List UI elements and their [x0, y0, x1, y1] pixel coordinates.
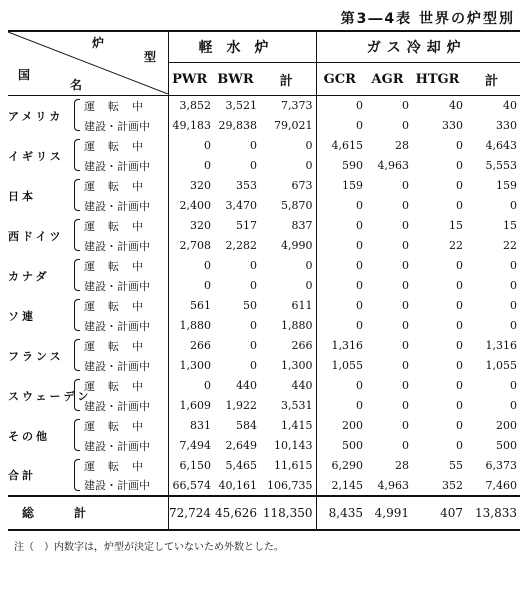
- country-name: [8, 296, 76, 336]
- table-cell: 0: [402, 359, 410, 372]
- status-label: 運転中: [76, 456, 168, 476]
- table-cell: 5,553: [485, 159, 518, 172]
- table-row: [8, 156, 520, 176]
- table-cell: 2,282: [225, 239, 257, 252]
- table-row: [8, 436, 520, 456]
- table-cell: 1,922: [225, 399, 257, 412]
- country-label: 日本: [8, 189, 36, 203]
- table-cell: 0: [456, 179, 464, 192]
- corner-left: 国: [18, 68, 45, 82]
- table-row: [8, 276, 520, 296]
- table-cell: 0: [204, 379, 211, 392]
- table-cell: 0: [250, 139, 257, 152]
- table-cell: 0: [510, 199, 518, 212]
- table-cell: 831: [190, 419, 211, 432]
- table-cell: 66,574: [172, 478, 211, 492]
- table-cell: 4,963: [377, 478, 410, 492]
- country-name: [8, 136, 76, 176]
- table-cell: 7,494: [179, 439, 211, 452]
- country-label: その他: [8, 429, 50, 443]
- reactor-type-table: [8, 30, 520, 531]
- table-cell: 0: [456, 199, 464, 212]
- table-cell: 79,021: [260, 116, 316, 136]
- table-row: [8, 476, 520, 496]
- table-cell: 0: [510, 279, 518, 292]
- table-cell: 673: [260, 176, 316, 196]
- status-label: 建設・計画中: [76, 276, 168, 296]
- total-row: [8, 496, 520, 530]
- country-label: アメリカ: [8, 109, 64, 123]
- country-name: [8, 176, 76, 216]
- table-cell: 0: [356, 99, 364, 113]
- table-row: [8, 116, 520, 136]
- brace-mark: [74, 379, 80, 411]
- table-cell: 0: [456, 399, 464, 412]
- table-cell: 3,521: [225, 99, 257, 113]
- table-cell: 1,300: [260, 356, 316, 376]
- table-cell: 0: [260, 276, 316, 296]
- table-cell: 4,615: [331, 139, 364, 152]
- table-cell: 0: [356, 279, 364, 292]
- status-label: 運転中: [76, 216, 168, 236]
- total-cell: 407: [440, 505, 464, 520]
- table-cell: 106,735: [260, 476, 316, 496]
- status-label: 運転中: [76, 296, 168, 316]
- table-row: [8, 336, 520, 356]
- table-cell: 1,055: [485, 359, 518, 372]
- table-cell: 0: [456, 159, 464, 172]
- table-cell: 0: [456, 259, 464, 272]
- table-cell: 2,708: [179, 239, 211, 252]
- table-row: [8, 376, 520, 396]
- table-cell: 3,470: [225, 199, 257, 212]
- table-cell: 0: [402, 259, 410, 272]
- table-cell: 0: [356, 219, 364, 232]
- status-label: 建設・計画中: [76, 436, 168, 456]
- column-header: GCR: [316, 63, 366, 96]
- table-cell: 200: [496, 419, 518, 432]
- country-label: ソ連: [8, 309, 36, 323]
- table-row: [8, 356, 520, 376]
- table-cell: 1,055: [331, 359, 364, 372]
- table-cell: 0: [456, 279, 464, 292]
- table-cell: 1,316: [331, 339, 364, 352]
- column-header: 計: [466, 63, 520, 96]
- group-lwr: 軽水炉: [168, 31, 316, 63]
- table-row: [8, 256, 520, 276]
- table-cell: 0: [356, 399, 364, 412]
- table-cell: 500: [496, 439, 518, 452]
- table-cell: 49,183: [172, 119, 211, 132]
- table-cell: 0: [402, 339, 410, 352]
- table-cell: 0: [204, 259, 211, 272]
- table-cell: 40,161: [218, 478, 257, 492]
- total-cell: 8,435: [328, 505, 364, 520]
- table-cell: 28: [395, 459, 410, 472]
- table-cell: 5,465: [225, 459, 257, 472]
- status-label: 運転中: [76, 336, 168, 356]
- table-cell: 1,609: [179, 399, 211, 412]
- table-cell: 0: [510, 319, 518, 332]
- table-row: [8, 136, 520, 156]
- brace-mark: [74, 139, 80, 171]
- status-label: 運転中: [76, 416, 168, 436]
- table-cell: 159: [496, 179, 518, 192]
- total-label: 総計: [8, 496, 168, 530]
- status-label: 運転中: [76, 176, 168, 196]
- status-label: 建設・計画中: [76, 116, 168, 136]
- table-body: [8, 96, 520, 496]
- status-label: 運転中: [76, 256, 168, 276]
- table-cell: 0: [356, 379, 364, 392]
- table-cell: 0: [356, 299, 364, 312]
- table-cell: 10,143: [260, 436, 316, 456]
- table-cell: 40: [503, 99, 518, 113]
- table-cell: 0: [204, 139, 211, 152]
- country-name: [8, 336, 76, 376]
- status-label: 建設・計画中: [76, 156, 168, 176]
- country-label: 合計: [8, 469, 36, 482]
- table-cell: 266: [260, 336, 316, 356]
- table-cell: 22: [503, 239, 518, 252]
- table-cell: 0: [402, 239, 410, 252]
- table-cell: 0: [402, 199, 410, 212]
- table-cell: 0: [204, 159, 211, 172]
- table-row: [8, 216, 520, 236]
- table-row: [8, 176, 520, 196]
- corner-top2: 型: [144, 50, 171, 64]
- table-cell: 440: [260, 376, 316, 396]
- table-cell: 28: [395, 139, 410, 152]
- table-cell: 2,145: [331, 478, 364, 492]
- table-cell: 4,963: [377, 159, 410, 172]
- table-cell: 0: [402, 379, 410, 392]
- table-cell: 0: [356, 259, 364, 272]
- table-cell: 0: [260, 156, 316, 176]
- table-cell: 0: [260, 256, 316, 276]
- table-row: [8, 96, 520, 116]
- total-cell: 13,833: [475, 505, 518, 520]
- status-label: 建設・計画中: [76, 356, 168, 376]
- brace-mark: [74, 459, 80, 491]
- table-cell: 0: [510, 259, 518, 272]
- table-cell: 0: [402, 319, 410, 332]
- table-cell: 0: [260, 136, 316, 156]
- table-cell: 266: [190, 339, 211, 352]
- table-cell: 590: [342, 159, 364, 172]
- table-cell: 0: [356, 319, 364, 332]
- country-name: [8, 216, 76, 256]
- table-cell: 330: [496, 119, 518, 132]
- table-cell: 5,870: [260, 196, 316, 216]
- table-cell: 0: [250, 159, 257, 172]
- table-cell: 0: [250, 279, 257, 292]
- footnote: 注（ ）内数字は，炉型が決定していないため外数とした。: [14, 542, 284, 553]
- table-cell: 0: [402, 219, 410, 232]
- status-label: 建設・計画中: [76, 396, 168, 416]
- table-cell: 0: [456, 439, 464, 452]
- table-cell: 0: [250, 259, 257, 272]
- table-cell: 11,615: [260, 456, 316, 476]
- table-cell: 0: [456, 319, 464, 332]
- corner-header: [8, 31, 171, 96]
- column-header: PWR: [168, 63, 214, 96]
- table-cell: 0: [356, 199, 364, 212]
- table-cell: 440: [236, 379, 257, 392]
- table-row: [8, 236, 520, 256]
- table-cell: 159: [342, 179, 364, 192]
- table-cell: 1,415: [260, 416, 316, 436]
- table-cell: 7,373: [260, 96, 316, 116]
- table-cell: 0: [456, 339, 464, 352]
- table-row: [8, 416, 520, 436]
- table-cell: 0: [402, 99, 410, 113]
- brace-mark: [74, 259, 80, 291]
- table-cell: 0: [402, 419, 410, 432]
- table-cell: 1,300: [179, 359, 211, 372]
- country-name: [8, 256, 76, 296]
- table-cell: 22: [449, 239, 464, 252]
- table-cell: 7,460: [485, 478, 518, 492]
- table-cell: 0: [456, 299, 464, 312]
- table-cell: 0: [402, 279, 410, 292]
- table-cell: 611: [260, 296, 316, 316]
- table-cell: 584: [236, 419, 257, 432]
- table-cell: 320: [190, 179, 211, 192]
- table-cell: 0: [356, 119, 364, 132]
- table-cell: 4,990: [260, 236, 316, 256]
- status-label: 建設・計画中: [76, 476, 168, 496]
- status-label: 運転中: [76, 376, 168, 396]
- table-cell: 352: [442, 478, 464, 492]
- column-header: AGR: [366, 63, 412, 96]
- brace-mark: [74, 339, 80, 371]
- total-cell: 72,724: [169, 505, 211, 520]
- table-cell: 55: [449, 459, 464, 472]
- total-cell: 118,350: [260, 496, 316, 530]
- table-cell: 0: [456, 379, 464, 392]
- table-cell: 0: [250, 339, 257, 352]
- table-cell: 0: [204, 279, 211, 292]
- table-cell: 3,531: [260, 396, 316, 416]
- table-cell: 837: [260, 216, 316, 236]
- table-cell: 0: [456, 419, 464, 432]
- country-label: 西ドイツ: [8, 229, 64, 243]
- table-cell: 500: [342, 439, 364, 452]
- brace-mark: [74, 299, 80, 331]
- total-cell: 45,626: [215, 505, 257, 520]
- table-cell: 0: [456, 359, 464, 372]
- corner-bottom: 名: [70, 78, 97, 92]
- table-cell: 50: [243, 299, 257, 312]
- table-row: [8, 196, 520, 216]
- table-cell: 6,150: [179, 459, 211, 472]
- table-cell: 1,880: [179, 319, 211, 332]
- country-label: スウェーデン: [8, 389, 92, 403]
- country-name: [8, 96, 76, 136]
- table-cell: 2,400: [179, 199, 211, 212]
- status-label: 建設・計画中: [76, 196, 168, 216]
- country-name: [8, 416, 76, 456]
- table-cell: 6,373: [485, 459, 518, 472]
- status-label: 建設・計画中: [76, 316, 168, 336]
- table-cell: 4,643: [485, 139, 518, 152]
- column-header: BWR: [214, 63, 260, 96]
- brace-mark: [74, 179, 80, 211]
- table-cell: 3,852: [179, 99, 211, 113]
- table-cell: 561: [190, 299, 211, 312]
- status-label: 運転中: [76, 96, 168, 116]
- table-cell: 0: [402, 179, 410, 192]
- table-cell: 0: [510, 379, 518, 392]
- table-cell: 353: [236, 179, 257, 192]
- table-cell: 1,880: [260, 316, 316, 336]
- table-row: [8, 456, 520, 476]
- table-row: [8, 296, 520, 316]
- column-header: 計: [260, 63, 316, 96]
- table-cell: 15: [449, 219, 464, 232]
- brace-mark: [74, 99, 80, 131]
- column-header: HTGR: [412, 63, 466, 96]
- table-cell: 0: [250, 359, 257, 372]
- table-cell: 330: [442, 119, 464, 132]
- country-label: カナダ: [8, 269, 50, 283]
- table-cell: 0: [402, 299, 410, 312]
- table-cell: 0: [402, 119, 410, 132]
- status-label: 建設・計画中: [76, 236, 168, 256]
- brace-mark: [74, 219, 80, 251]
- table-cell: 0: [456, 139, 464, 152]
- group-gas: ガス冷却炉: [316, 31, 520, 63]
- table-cell: 0: [402, 399, 410, 412]
- table-cell: 0: [510, 399, 518, 412]
- table-cell: 1,316: [485, 339, 518, 352]
- table-cell: 320: [190, 219, 211, 232]
- table-title: 第3―4表 世界の炉型別: [340, 11, 515, 27]
- corner-top: 炉: [92, 36, 119, 50]
- table-cell: 0: [402, 439, 410, 452]
- table-cell: 0: [250, 319, 257, 332]
- table-cell: 6,290: [331, 459, 364, 472]
- brace-mark: [74, 419, 80, 451]
- country-name: [8, 456, 76, 496]
- country-label: イギリス: [8, 149, 64, 163]
- country-name: [8, 376, 92, 416]
- table-cell: 2,649: [225, 439, 257, 452]
- country-label: フランス: [8, 349, 64, 363]
- table-cell: 200: [342, 419, 364, 432]
- table-cell: 40: [449, 99, 464, 113]
- table-cell: 29,838: [218, 119, 257, 132]
- table-cell: 0: [510, 299, 518, 312]
- table-cell: 0: [356, 239, 364, 252]
- status-label: 運転中: [76, 136, 168, 156]
- table-cell: 15: [503, 219, 518, 232]
- table-row: [8, 316, 520, 336]
- total-cell: 4,991: [374, 505, 410, 520]
- table-cell: 517: [236, 219, 257, 232]
